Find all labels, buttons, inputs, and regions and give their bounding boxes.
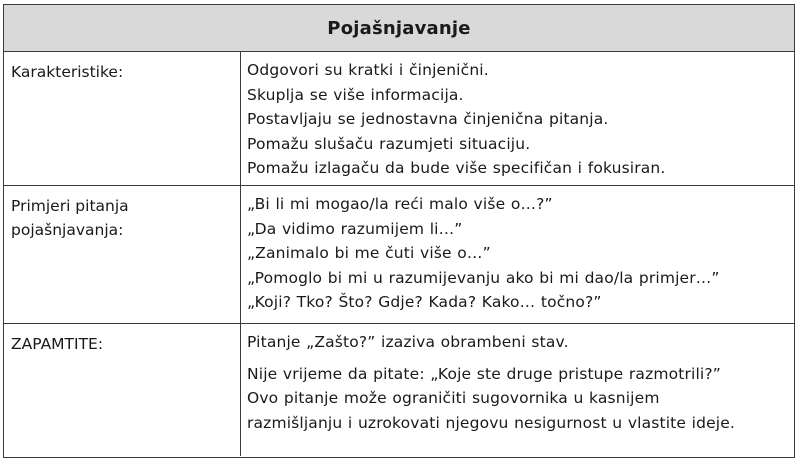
table-row-characteristics <box>4 52 794 185</box>
content-line: Pomažu slušaču razumjeti situaciju. <box>247 134 531 153</box>
row-label-line: pojašnjavanja: <box>11 221 124 239</box>
row-label-line: Primjeri pitanja <box>11 197 129 215</box>
content-line: Odgovori su kratki i činjenični. <box>247 61 489 79</box>
row-label-line: ZAPAMTITE: <box>11 335 104 353</box>
content-line: „Koji? Tko? Što? Gdje? Kada? Kako… točno?” <box>247 293 602 311</box>
row-label <box>4 324 240 456</box>
row-content <box>240 186 794 323</box>
clarification-table <box>3 4 795 458</box>
content-line: „Bi li mi mogao/la reći malo više o…?” <box>247 195 553 213</box>
paragraph-gap <box>247 355 788 362</box>
row-label <box>4 52 240 185</box>
content-line: Nije vrijeme da pitate: „Koje ste druge pristupe razmotrili?” <box>247 364 721 383</box>
row-content <box>240 52 794 185</box>
content-line: Ovo pitanje može ograničiti sugovornika u kasnijem <box>247 389 660 407</box>
row-content <box>240 324 794 456</box>
content-line: Skuplja se više informacija. <box>247 85 464 104</box>
content-line: Postavljaju se jednostavna činjenična pitanja. <box>247 110 609 128</box>
row-label-line: Karakteristike: <box>11 63 124 81</box>
table-row-examples <box>4 185 794 323</box>
content-line: „Da vidimo razumijem li…” <box>247 219 463 238</box>
content-line: „Zanimalo bi me čuti više o…” <box>247 244 491 262</box>
table-row-remember <box>4 323 794 456</box>
content-line: razmišljanju i uzrokovati njegovu nesigurnost u vlastite ideje. <box>247 413 736 432</box>
table-title: Pojašnjavanje <box>4 5 794 52</box>
content-line: „Pomoglo bi mi u razumijevanju ako bi mi dao/la primjer…” <box>247 268 720 287</box>
content-line: Pitanje „Zašto?” izaziva obrambeni stav. <box>247 333 569 351</box>
content-line: Pomažu izlagaču da bude više specifičan i fokusiran. <box>247 159 666 177</box>
row-label <box>4 186 240 323</box>
